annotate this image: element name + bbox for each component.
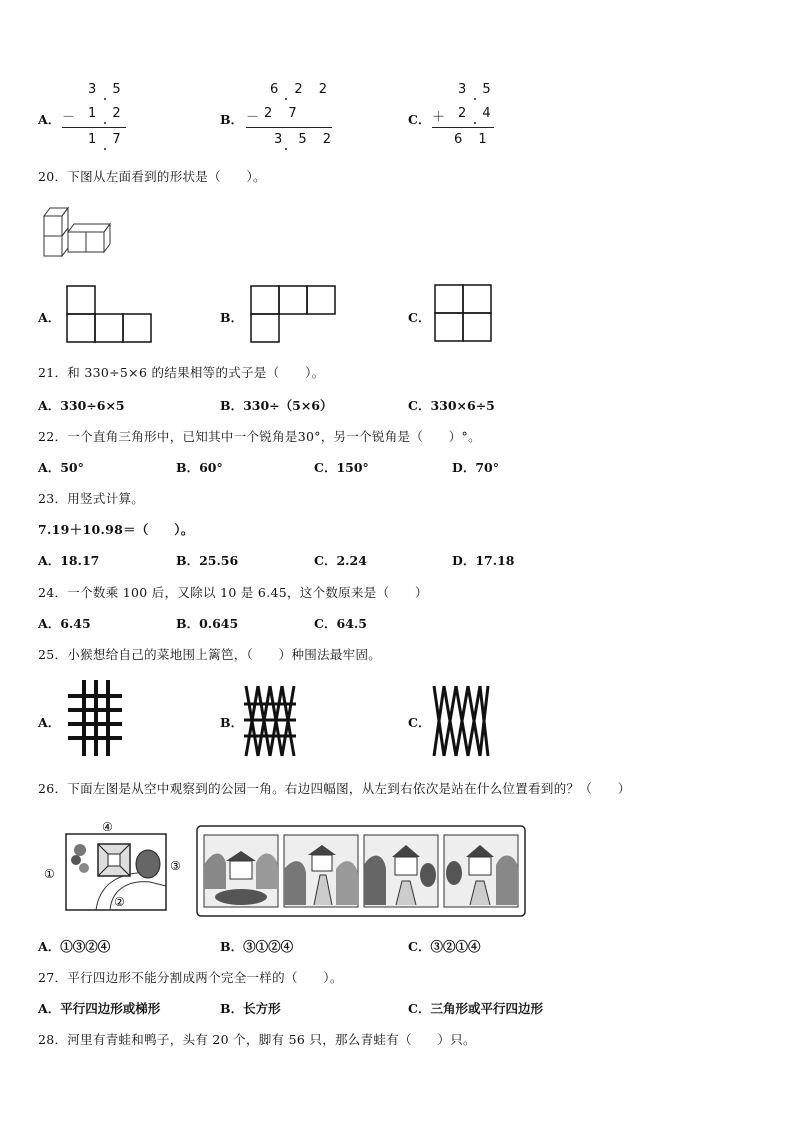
q19-b-op: － [246,110,266,125]
q24-option-c[interactable]: C．64.5 [314,616,367,631]
q19-b-top: 6 2 2 [270,82,334,97]
q19-a-mid: 1 2 [88,106,127,121]
q24-question: 24．一个数乘 100 后，又除以 10 是 6.45，这个数原来是（ ） [38,585,428,600]
q26-map-mark-4: ④ [102,820,113,834]
q20-option-c-shape[interactable] [434,284,494,342]
q21-question: 21．和 330÷5×6 的结果相等的式子是（ ）。 [38,365,325,380]
q26-views-panel [196,825,526,917]
q26-map-mark-2: ② [114,895,125,909]
q26-view-4 [444,835,518,907]
q20-option-b-shape[interactable] [250,285,336,343]
q26-view-2 [284,835,358,907]
q19-b-mid: 2 7 [264,106,303,121]
q25-option-b-label[interactable]: B． [220,715,244,730]
q26-option-b[interactable]: B．③①②④ [220,939,294,954]
q20-question: 20．下图从左面看到的形状是（ ）。 [38,169,266,184]
q26-view-1 [204,835,278,907]
q27-option-b[interactable]: B．长方形 [220,1001,281,1016]
q22-option-a[interactable]: A．50° [38,460,84,475]
q19-c-bottom: 6 1 [454,132,493,147]
q25-fence-grid[interactable] [64,678,124,758]
q20-option-b-label[interactable]: B． [220,310,244,325]
q24-option-b[interactable]: B．0.645 [176,616,239,631]
q26-question: 26．下面左图是从空中观察到的公园一角。右边四幅图，从左到右依次是站在什么位置看到的？（ ） [38,781,631,796]
q25-question: 25．小猴想给自己的菜地围上篱笆，（ ）种围法最牢固。 [38,647,382,662]
q19-a-line [62,127,126,128]
q22-option-d[interactable]: D．70° [452,460,499,475]
q23-question: 23．用竖式计算。 [38,491,145,506]
q27-option-c[interactable]: C．三角形或平行四边形 [408,1001,543,1016]
q22-option-b[interactable]: B．60° [176,460,223,475]
q26-park-map [40,816,190,916]
q19-vertical-b[interactable] [246,82,336,152]
q26-option-a[interactable]: A．①③②④ [38,939,111,954]
q19-b-bottom: 3 5 2 [274,132,338,147]
q25-option-a-label[interactable]: A． [38,715,61,730]
q26-map-mark-1: ① [44,867,55,881]
q26-view-3 [364,835,438,907]
q19-option-a-label: A． [38,112,61,127]
q26-option-c[interactable]: C．③②①④ [408,939,481,954]
q19-a-top: 3 5 [88,82,127,97]
q21-option-b[interactable]: B．330÷（5×6） [220,398,333,413]
q19-a-bottom: 1 7 [88,132,127,147]
q20-option-c-label[interactable]: C． [408,310,431,325]
q24-option-a[interactable]: A．6.45 [38,616,91,631]
q23-option-b[interactable]: B．25.56 [176,553,239,568]
q20-option-a-shape[interactable] [66,285,152,343]
q28-question: 28．河里有青蛙和鸭子，头有 20 个，脚有 56 只，那么青蛙有（ ）只。 [38,1032,476,1047]
q19-c-line [432,127,494,128]
q25-fence-zigzag[interactable] [432,682,490,760]
q25-fence-crossed[interactable] [244,682,296,760]
q20-option-a-label[interactable]: A． [38,310,61,325]
q19-b-line [246,127,332,128]
q21-option-c[interactable]: C．330×6÷5 [408,398,495,413]
q19-c-top: 3 5 [458,82,497,97]
q19-c-op: ＋ [432,110,452,125]
q19-vertical-c[interactable] [432,82,502,152]
q19-vertical-a[interactable] [62,82,132,152]
q22-question: 22．一个直角三角形中，已知其中一个锐角是30°，另一个锐角是（ ）°。 [38,429,481,444]
q19-option-c-label: C． [408,112,431,127]
q19-a-op: － [62,110,82,125]
q25-option-c-label[interactable]: C． [408,715,431,730]
q23-option-c[interactable]: C．2.24 [314,553,367,568]
q20-cube-figure [40,200,120,262]
q23-expression: 7.19＋10.98＝（ ）。 [38,522,194,537]
q23-option-d[interactable]: D．17.18 [452,553,515,568]
q27-question: 27．平行四边形不能分割成两个完全一样的（ ）。 [38,970,343,985]
q21-option-a[interactable]: A．330÷6×5 [38,398,125,413]
q19-option-b-label: B． [220,112,244,127]
q27-option-a[interactable]: A．平行四边形或梯形 [38,1001,161,1016]
q26-map-mark-3: ③ [170,859,181,873]
q19-c-mid: 2 4 [458,106,497,121]
q22-option-c[interactable]: C．150° [314,460,369,475]
q23-option-a[interactable]: A．18.17 [38,553,100,568]
